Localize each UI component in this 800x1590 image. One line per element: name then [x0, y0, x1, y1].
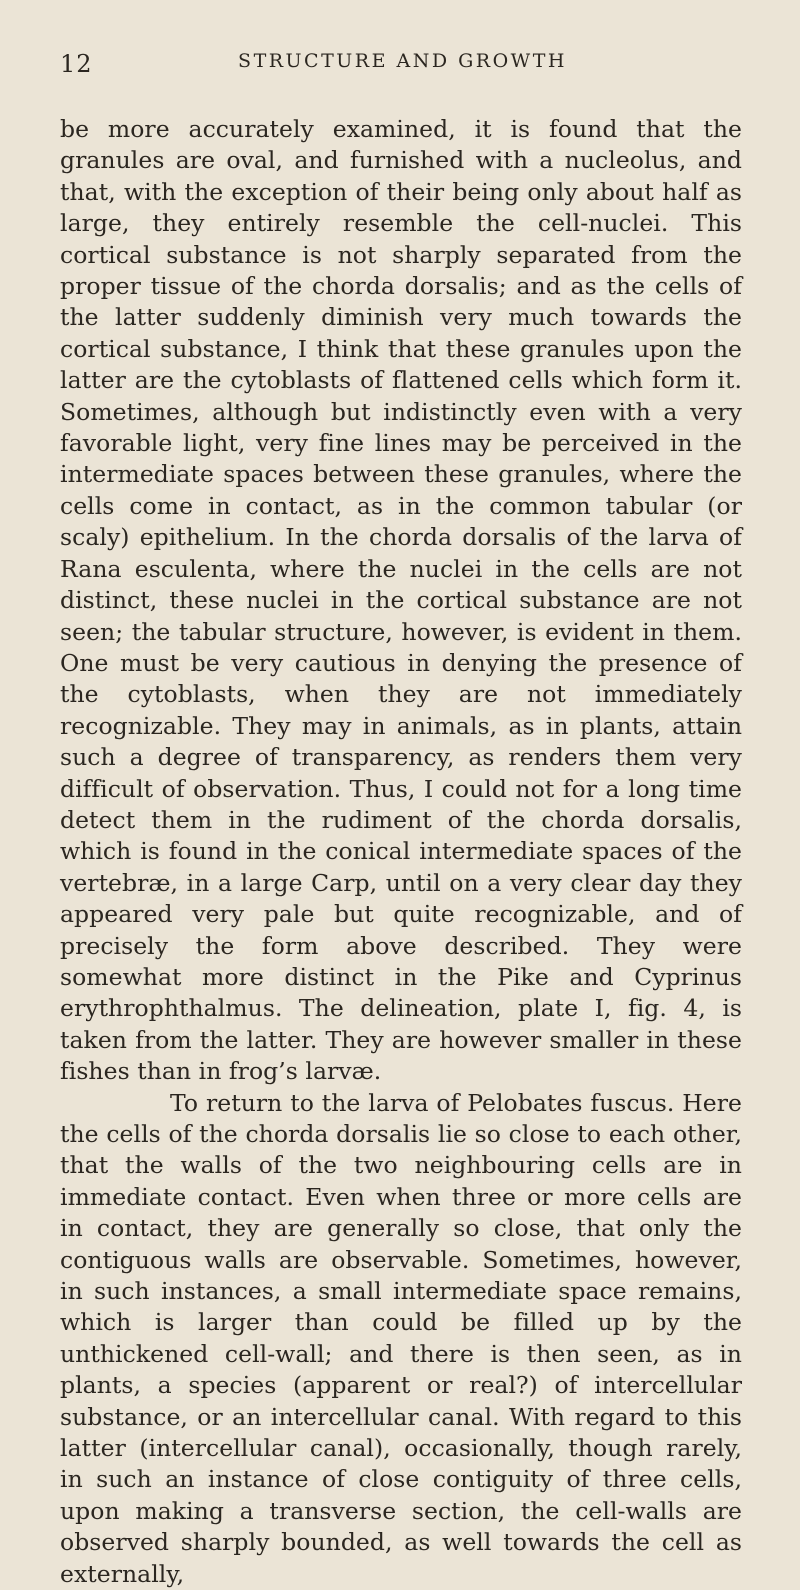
book-page — [0, 50, 800, 1588]
page-header — [60, 50, 745, 106]
paragraph-1: be more accurately examined, it is found that the granules are oval, and furnished with a nucleolus, and that, with the exception of their being only about half as large, they entirely resemble the cell-nuclei. This cortical substance is not sharply separated from the proper tissue of the chorda dorsalis; and as the cells of the latter suddenly diminish very much towards the cortical substance, I think that these granules upon the latter are the cytoblasts of flattened cells which form it. Sometimes, although but indistinctly even with a very favorable light, very fine lines may be perceived in the intermediate spaces between these granules, where the cells come in contact, as in the common tabular (or scaly) epithelium. In the chorda dorsalis of the larva of Rana esculenta, where the nuclei in the cells are not distinct, these nuclei in the cortical substance are not seen; the tabular structure, however, is evident in them. One must be very cautious in denying the presence of the cytoblasts, when they are not immediately recognizable. They may in animals, as in plants, attain such a degree of transparency, as renders them very difficult of observation. Thus, I could not for a long time detect them in the rudiment of the chorda dorsalis, which is found in the conical intermediate spaces of the vertebræ, in a large Carp, until on a very clear day they appeared very pale but quite recognizable, and of precisely the form above described. They were somewhat more distinct in the Pike and Cyprinus erythrophthalmus. The delineation, plate I, fig. 4, is taken from the latter. They are however smaller in these fishes than in frog’s larvæ. — [60, 115, 742, 1086]
body-text — [60, 114, 742, 1590]
page-number: 12 — [60, 50, 93, 78]
paragraph-2: To return to the larva of Pelobates fuscus. Here the cells of the chorda dorsalis lie so close to each other, that the walls of the two neighbouring cells are in immediate contact. Even when three or more cells are in contact, they are generally so close, that only the contiguous walls are observable. Sometimes, however, in such instances, a small intermediate space remains, which is larger than could be filled up by the unthickened cell-wall; and there is then seen, as in plants, a species (apparent or real?) of intercellular substance, or an intercellular canal. With regard to this latter (intercellular canal), occasionally, though rarely, in such an instance of close contiguity of three cells, upon making a transverse section, the cell-walls are observed sharply bounded, as well towards the cell as externally, — [60, 1088, 742, 1588]
running-head: STRUCTURE AND GROWTH — [238, 50, 567, 72]
